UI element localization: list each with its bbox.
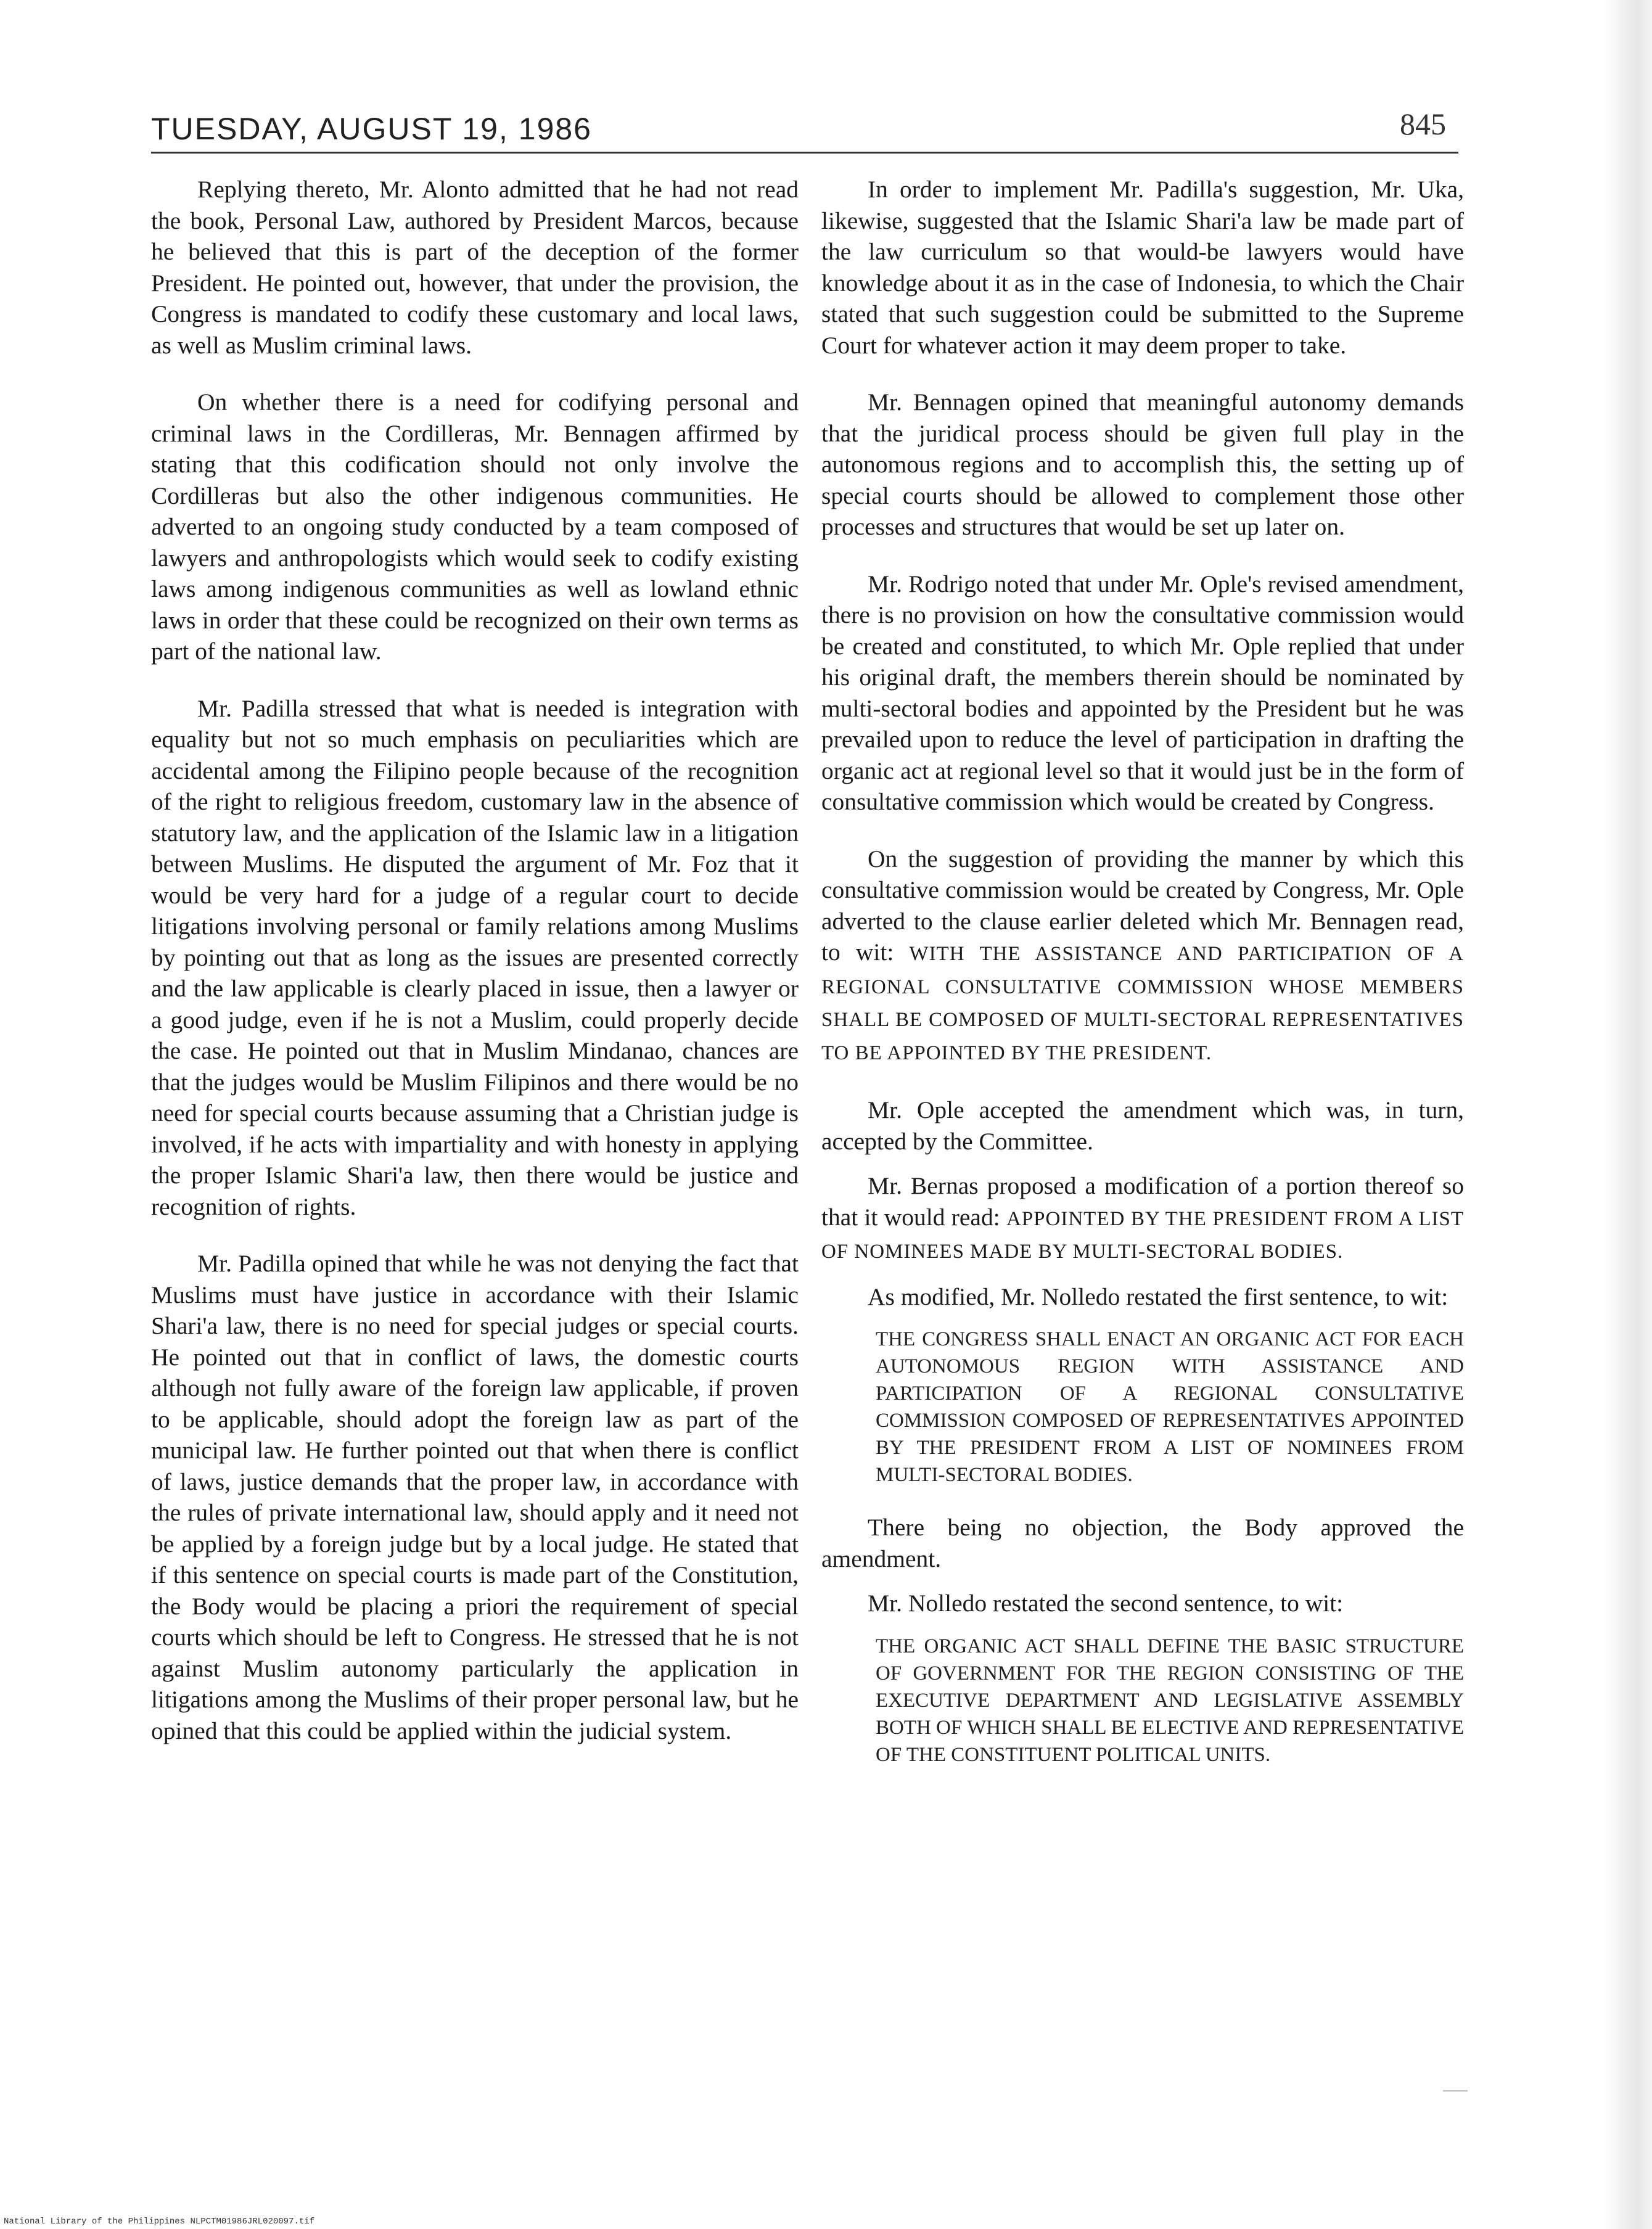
right-column bbox=[821, 174, 1464, 1792]
clause-text: WITH THE ASSISTANCE AND PARTICIPATION OF A REGIONAL CONSULTATIVE COMMISSION WHOSE MEMBERS SHALL BE COMPOSED OF MULTI-SECTORAL REPRESENTATIVES TO BE APPOINTED BY THE PRESIDENT. bbox=[821, 943, 1464, 1064]
quoted-second-sentence: THE ORGANIC ACT SHALL DEFINE THE BASIC STRUCTURE OF GOVERNMENT FOR THE REGION CONSISTING OF THE EXECUTIVE DEPARTMENT AND LEGISLATIVE ASSEMBLY BOTH OF WHICH SHALL BE ELECTIVE AND REPRESENTATIVE OF THE CONSTITUENT POLITICAL UNITS. bbox=[876, 1635, 1464, 1766]
footer-divider bbox=[1443, 2090, 1468, 2091]
paragraph-bernas bbox=[821, 1170, 1464, 1268]
page-number: 845 bbox=[1400, 107, 1446, 141]
paragraph-rodrigo: Mr. Rodrigo noted that under Mr. Ople's revised amendment, there is no provision on how the consultative commission would be created and constituted, to which Mr. Ople replied that under his original draft, the members therein should be nominated by multi-sectoral bodies and appointed by the President but he was prevailed upon to reduce the level of participation in drafting the organic act at regional level so that it would just be in the form of consultative commission which would be created by Congress. bbox=[821, 570, 1464, 815]
page-date: TUESDAY, AUGUST 19, 1986 bbox=[151, 112, 592, 146]
scan-edge-shadow bbox=[1603, 0, 1652, 2229]
header-divider bbox=[151, 152, 1458, 154]
paragraph-bennagen-codification: On whether there is a need for codifying personal and criminal laws in the Cordilleras, Mr. Bennagen affirmed by stating that this codification should not only involve the Cordilleras but also the other indigenous communities. He adverted to an ongoing study conducted by a team composed of lawyers and anthropologists which would seek to codify existing laws among indigenous communities as well as lowland ethnic laws in order that these could be recognized on their own terms as part of the national law. bbox=[151, 388, 799, 665]
paragraph-bernas-lead: Mr. Bernas proposed a modification of a portion thereof so that it would read: bbox=[821, 1172, 1464, 1231]
scan-footer-label: National Library of the Philippines NLPCTM01986JRL020097.tif bbox=[4, 2217, 315, 2227]
quoted-first-sentence: THE CONGRESS SHALL ENACT AN ORGANIC ACT FOR EACH AUTONOMOUS REGION WITH ASSISTANCE AND PARTICIPATION OF A REGIONAL CONSULTATIVE COMMISSION COMPOSED OF REPRESENTATIVES APPOINTED BY THE PRESIDENT FROM A LIST OF NOMINEES FROM MULTI-SECTORAL BODIES. bbox=[876, 1328, 1464, 1486]
paragraph-approval: There being no objection, the Body approved the amendment. bbox=[821, 1514, 1464, 1572]
modification-text: APPOINTED BY THE PRESIDENT FROM A LIST OF NOMINEES MADE BY MULTI-SECTORAL BODIES. bbox=[821, 1207, 1465, 1263]
paragraph-padilla-integration: Mr. Padilla stressed that what is needed is integration with equality but not so much emphasis on peculiarities which are accidental among the Filipino people because of the recognition of the right to religious freedom, customary law in the absence of statutory law, and the application of the Islamic law in a litigation between Muslims. He disputed the argument of Mr. Foz that it would be very hard for a judge of a regular court to decide litigations involving personal or family relations among Muslims by pointing out that as long as the issues are presented correctly and the law applicable is clearly placed in issue, then a lawyer or a good judge, even if he is not a Muslim, could properly decide the case. He pointed out that in Muslim Mindanao, chances are that the judges would be Muslim Filipinos and there would be no need for special courts because assuming that a Christian judge is involved, if he acts with impartiality and with honesty in applying the proper Islamic Shari'a law, then there would be justice and recognition of rights. bbox=[151, 694, 799, 1220]
paragraph-uka: In order to implement Mr. Padilla's suggestion, Mr. Uka, likewise, suggested that the Islamic Shari'a law be made part of the law curriculum so that would-be lawyers would have knowledge about it as in the case of Indonesia, to which the Chair stated that such suggestion could be submitted to the Supreme Court for whatever action it may deem proper to take. bbox=[821, 176, 1464, 359]
paragraph-ople-clause bbox=[821, 844, 1464, 1069]
paragraph-nolledo-first: As modified, Mr. Nolledo restated the first sentence, to wit: bbox=[868, 1283, 1449, 1310]
paragraph-ople-lead: On the suggestion of providing the manner by which this consultative commission would be created by Congress, Mr. Ople adverted to the clause earlier deleted which Mr. Bennagen read, to wit: bbox=[821, 845, 1464, 966]
paragraph-padilla-special-courts: Mr. Padilla opined that while he was not denying the fact that Muslims must have justice in accordance with their Islamic Shari'a law, there is no need for special judges or special courts. He pointed out that in conflict of laws, the domestic courts although not fully aware of the foreign law applicable, if proven to be applicable, should adopt the foreign law as part of the municipal law. He further pointed out that when there is conflict of laws, justice demands that the proper law, in accordance with the rules of private international law, should apply and it need not be applied by a foreign judge but by a local judge. He stated that if this sentence on special courts is made part of the Constitution, the Body would be placing a priori the requirement of special courts which should be left to Congress. He stressed that he is not against Muslim autonomy particularly the application in litigations among the Muslims of their proper personal law, but he opined that this could be applied within the judicial system. bbox=[151, 1250, 799, 1744]
left-column bbox=[151, 174, 799, 1772]
paragraph-ople-accepted: Mr. Ople accepted the amendment which was, in turn, accepted by the Committee. bbox=[821, 1096, 1464, 1155]
paragraph-bennagen-autonomy: Mr. Bennagen opined that meaningful autonomy demands that the juridical process should be given full play in the autonomous regions and to accomplish this, the setting up of special courts should be allowed to complement those other processes and structures that would be set up later on. bbox=[821, 388, 1464, 540]
paragraph-alonto: Replying thereto, Mr. Alonto admitted that he had not read the book, Personal Law, authored by President Marcos, because he believed that this is part of the deception of the former President. He pointed out, however, that under the provision, the Congress is mandated to codify these customary and local laws, as well as Muslim criminal laws. bbox=[151, 176, 799, 359]
paragraph-nolledo-second: Mr. Nolledo restated the second sentence, to wit: bbox=[868, 1590, 1344, 1617]
